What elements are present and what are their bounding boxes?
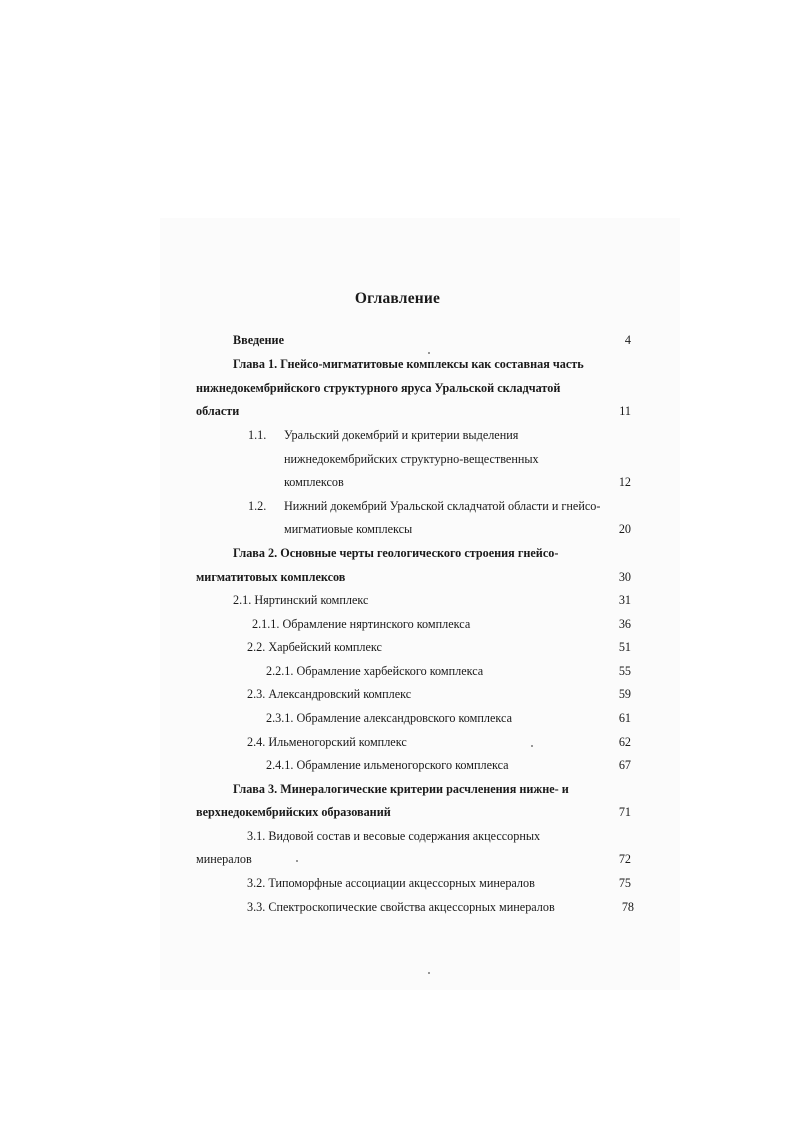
toc-s1-1-page: 12 [618, 475, 631, 489]
scan-speck [428, 352, 430, 354]
toc-s1-1-num: 1.1. [248, 428, 267, 442]
toc-ch3-line1: Глава 3. Минералогические критерии расчленения нижне- и [233, 782, 569, 796]
toc-s1-1-line1: Уральский докембрий и критерии выделения [284, 428, 519, 442]
toc-s3-1-line2: минералов [196, 852, 252, 866]
toc-ch3-line2: верхнедокембрийских образований [196, 805, 391, 819]
toc-ch1-line2: нижнедокембрийского структурного яруса Уральской складчатой [196, 381, 561, 395]
toc-s2-1-page: 31 [618, 593, 631, 607]
toc-ch2-page: 30 [618, 570, 631, 584]
toc-s2-4-1-page: 67 [618, 758, 631, 772]
toc-ch3-page: 71 [618, 805, 631, 819]
toc-s2-3-1-page: 61 [618, 711, 631, 725]
toc-ch2-line1: Глава 2. Основные черты геологического строения гнейсо- [233, 546, 559, 560]
toc-s2-1-1-label: 2.1.1. Обрамление няртинского комплекса [252, 617, 471, 631]
toc-s1-2-line1: Нижний докембрий Уральской складчатой области и гнейсо- [284, 499, 601, 513]
toc-ch1-line1: Глава 1. Гнейсо-мигматитовые комплексы как составная часть [233, 357, 584, 371]
scan-speck [531, 745, 533, 747]
scan-speck [428, 972, 430, 974]
toc-s2-4-label: 2.4. Ильменогорский комплекс [247, 735, 407, 749]
toc-s2-3-label: 2.3. Александровский комплекс [247, 687, 412, 701]
toc-s1-1-line2: нижнедокембрийских структурно-вещественных [284, 452, 539, 466]
toc-s2-4-1-label: 2.4.1. Обрамление ильменогорского комплекса [266, 758, 509, 772]
scan-speck [296, 860, 298, 862]
toc-ch1-line3: области [196, 404, 240, 418]
toc-ch2-line2: мигматитовых комплексов [196, 570, 346, 584]
toc-s2-2-1-page: 55 [618, 664, 631, 678]
toc-s2-2-1-label: 2.2.1. Обрамление харбейского комплекса [266, 664, 484, 678]
toc-s3-2-label: 3.2. Типоморфные ассоциации акцессорных минералов [247, 876, 535, 890]
toc-s1-2-page: 20 [618, 522, 631, 536]
toc-s1-1-line3: комплексов [284, 475, 344, 489]
toc-s2-1-1-page: 36 [618, 617, 631, 631]
toc-s1-2-num: 1.2. [248, 499, 267, 513]
toc-s3-1-line1: 3.1. Видовой состав и весовые содержания акцессорных [247, 829, 541, 843]
toc-s3-2-page: 75 [618, 876, 631, 890]
toc-intro-label: Введение [233, 333, 284, 347]
toc-s1-2-line2: мигматиовые комплексы [284, 522, 413, 536]
toc-intro-page: 4 [624, 333, 631, 347]
toc-s2-3-page: 59 [618, 687, 631, 701]
toc-s2-2-label: 2.2. Харбейский комплекс [247, 640, 382, 654]
toc-s2-1-label: 2.1. Няртинский комплекс [233, 593, 369, 607]
toc-s3-1-page: 72 [618, 852, 631, 866]
toc-s2-3-1-label: 2.3.1. Обрамление александровского комплекса [266, 711, 512, 725]
toc-s2-2-page: 51 [618, 640, 631, 654]
toc-ch1-page: 11 [619, 404, 631, 418]
page-title: Оглавление [354, 290, 441, 307]
toc-s2-4-page: 62 [618, 735, 631, 749]
toc-s3-3-page: 78 [621, 900, 634, 914]
toc-s3-3-label: 3.3. Спектроскопические свойства акцессорных минералов [247, 900, 555, 914]
